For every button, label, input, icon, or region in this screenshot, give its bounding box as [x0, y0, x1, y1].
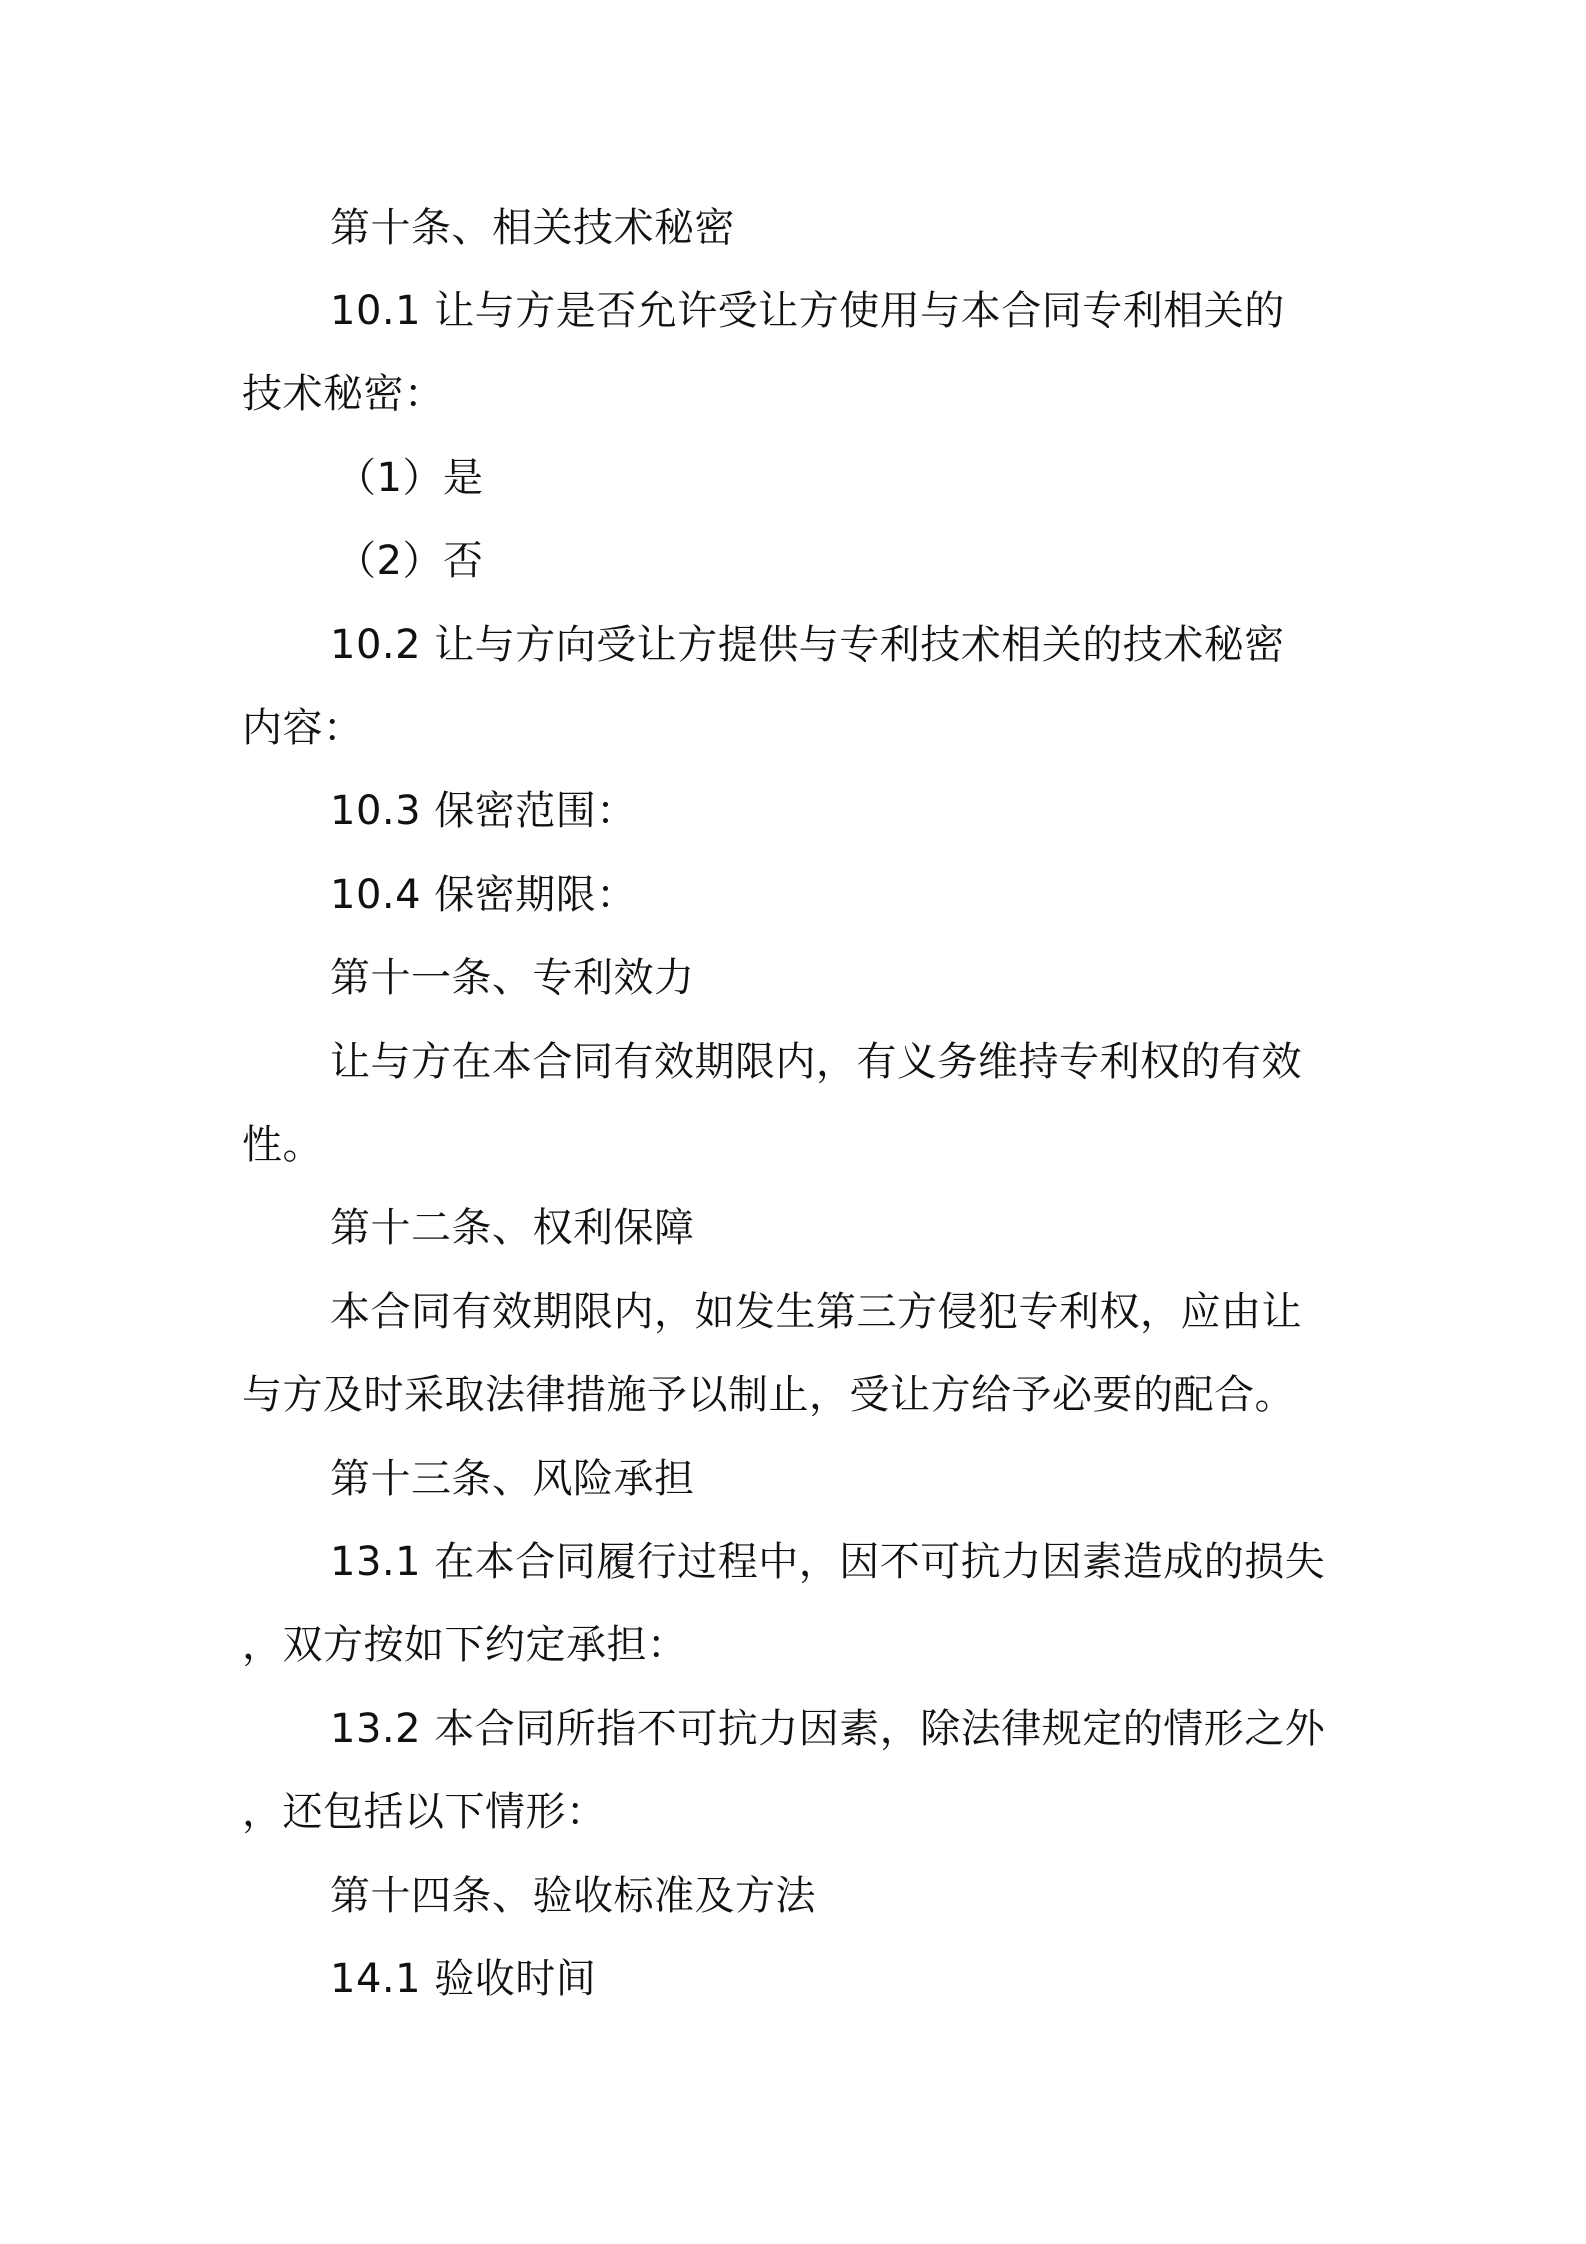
article-12-text-line-2: 与方及时采取法律措施予以制止，受让方给予必要的配合。 [242, 1372, 1295, 1418]
clause-13-2-line-1: 13.2 本合同所指不可抗力因素，除法律规定的情形之外 [330, 1706, 1326, 1752]
option-no: （2）否 [336, 538, 484, 584]
article-12-heading: 第十二条、权利保障 [330, 1205, 695, 1251]
article-11-text-line-1: 让与方在本合同有效期限内，有义务维持专利权的有效 [330, 1039, 1302, 1085]
clause-13-2-line-2: ，还包括以下情形： [242, 1789, 607, 1835]
clause-14-1: 14.1 验收时间 [330, 1956, 597, 2002]
clause-13-1-line-1: 13.1 在本合同履行过程中，因不可抗力因素造成的损失 [330, 1539, 1326, 1585]
clause-10-2-line-2: 内容： [242, 705, 364, 751]
option-yes: （1）是 [336, 455, 484, 501]
clause-10-2-line-1: 10.2 让与方向受让方提供与专利技术相关的技术秘密 [330, 622, 1285, 668]
article-12-text-line-1: 本合同有效期限内，如发生第三方侵犯专利权，应由让 [330, 1289, 1302, 1335]
article-13-heading: 第十三条、风险承担 [330, 1456, 695, 1502]
article-14-heading: 第十四条、验收标准及方法 [330, 1873, 816, 1919]
clause-10-3: 10.3 保密范围： [330, 788, 637, 834]
clause-10-4: 10.4 保密期限： [330, 872, 637, 918]
article-10-heading: 第十条、相关技术秘密 [330, 205, 735, 251]
clause-10-1-line-2: 技术秘密： [242, 371, 445, 417]
clause-10-1-line-1: 10.1 让与方是否允许受让方使用与本合同专利相关的 [330, 288, 1285, 334]
article-11-text-line-2: 性。 [242, 1122, 323, 1168]
article-11-heading: 第十一条、专利效力 [330, 955, 695, 1001]
clause-13-1-line-2: ，双方按如下约定承担： [242, 1622, 688, 1668]
